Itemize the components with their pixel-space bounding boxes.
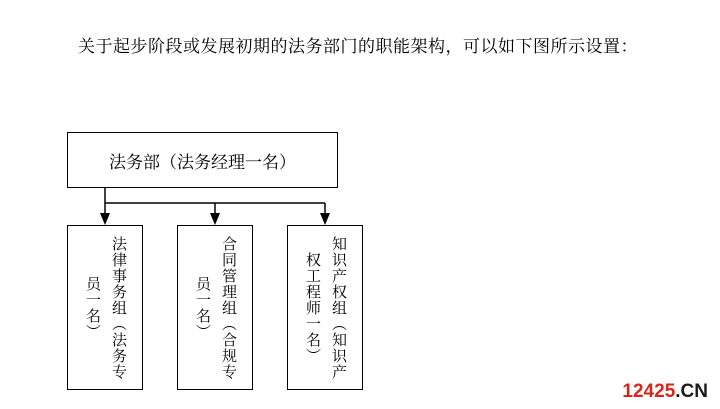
child-node-1-label: 法律事务组（法务专员一名） (84, 236, 126, 380)
child-node-3 (287, 225, 363, 390)
child-node-2-label: 合同管理组（合规专员一名） (194, 236, 236, 380)
child-node-1 (67, 225, 143, 390)
watermark (622, 381, 708, 403)
child-node-2 (177, 225, 253, 390)
org-chart-diagram (0, 125, 720, 409)
watermark-domain: .CN (675, 381, 708, 402)
paragraph-text: 关于起步阶段或发展初期的法务部门的职能架构，可以如下图所示设置： (78, 37, 638, 56)
intro-paragraph (30, 22, 690, 72)
root-node (67, 132, 338, 188)
watermark-number: 12425 (622, 381, 676, 402)
root-node-label: 法务部（法务经理一名） (109, 152, 296, 172)
child-node-3-label: 知识产权组（知识产权工程师一名） (304, 236, 346, 380)
